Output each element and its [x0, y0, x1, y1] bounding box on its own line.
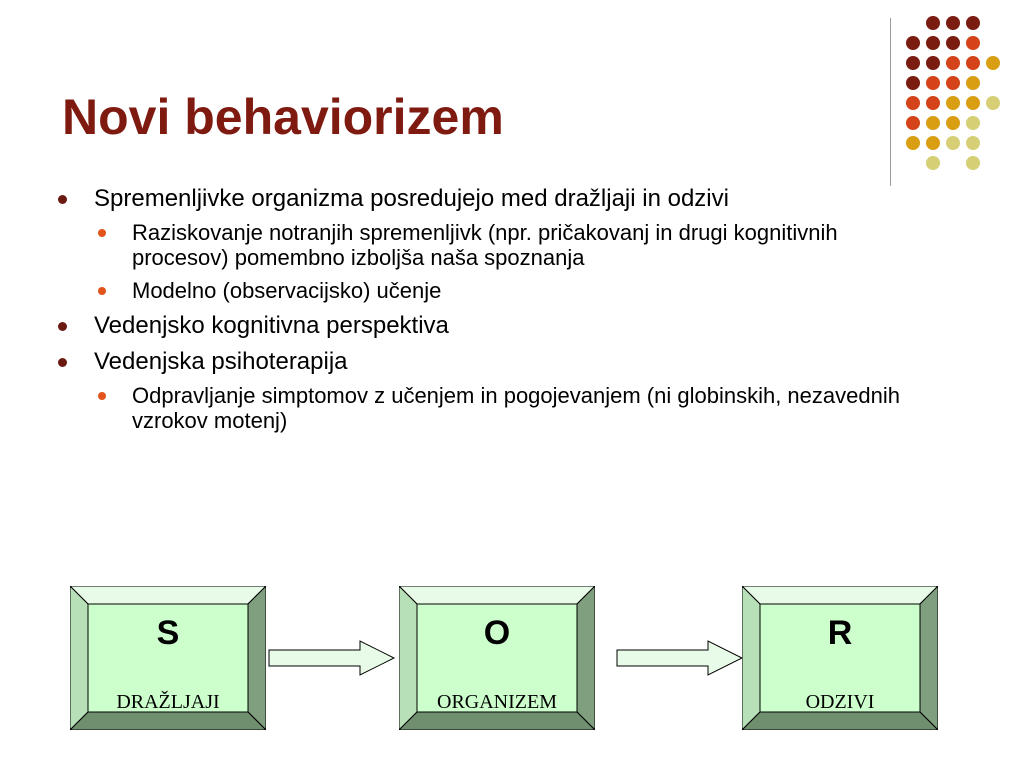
box-caption: ODZIVI: [805, 691, 875, 713]
decorative-dot: [926, 136, 940, 150]
decorative-dot: [906, 56, 920, 70]
box-caption: ORGANIZEM: [437, 691, 557, 713]
decorative-dot: [966, 16, 980, 30]
decorative-dot: [946, 16, 960, 30]
stimulus-box: [70, 586, 266, 730]
decorative-dot: [946, 96, 960, 110]
decorative-dot: [966, 36, 980, 50]
decorative-dot: [926, 116, 940, 130]
box-letter: S: [156, 614, 180, 652]
decorative-dot: [906, 136, 920, 150]
bullet-list: [56, 184, 916, 441]
bullet-level1: Spremenljivke organizma posredujejo med dražljaji in odzivi: [56, 184, 916, 213]
decorative-dot: [926, 96, 940, 110]
box-letter: R: [827, 614, 853, 652]
decorative-dot: [986, 96, 1000, 110]
organism-box: [399, 586, 595, 730]
decorative-dot: [946, 116, 960, 130]
decorative-dot: [946, 36, 960, 50]
decorative-dot: [966, 96, 980, 110]
bullet-level2: Odpravljanje simptomov z učenjem in pogojevanjem (ni globinskih, nezavednih vzrokov motenj): [94, 383, 916, 433]
decorative-dot: [926, 56, 940, 70]
bullet-level2: Modelno (observacijsko) učenje: [94, 278, 916, 303]
decorative-dot: [946, 136, 960, 150]
decorative-dot: [986, 56, 1000, 70]
decorative-dot: [966, 56, 980, 70]
decorative-dot: [966, 76, 980, 90]
response-box: [742, 586, 938, 730]
box-caption: DRAŽLJAJI: [116, 691, 220, 713]
bullet-level1: Vedenjsko kognitivna perspektiva: [56, 311, 916, 340]
decorative-dot: [906, 96, 920, 110]
arrow-right-icon: [616, 640, 744, 676]
decorative-dot: [966, 156, 980, 170]
decorative-dot: [906, 116, 920, 130]
decorative-dot: [906, 36, 920, 50]
bullet-level2: Raziskovanje notranjih spremenljivk (npr. pričakovanj in drugi kognitivnih procesov) pomembno izboljša naša spoznanja: [94, 220, 916, 270]
decorative-dot: [966, 116, 980, 130]
decorative-dot: [926, 76, 940, 90]
bullet-level1: Vedenjska psihoterapija: [56, 347, 916, 376]
decorative-dot: [926, 16, 940, 30]
decorative-dot: [966, 136, 980, 150]
decorative-vertical-line: [890, 18, 891, 186]
slide-title: Novi behaviorizem: [62, 89, 504, 145]
box-letter: O: [483, 614, 511, 652]
decorative-dot: [946, 76, 960, 90]
arrow-right-icon: [268, 640, 396, 676]
decorative-dot: [926, 36, 940, 50]
decorative-dot: [906, 76, 920, 90]
decorative-dot: [926, 156, 940, 170]
decorative-dot: [946, 56, 960, 70]
